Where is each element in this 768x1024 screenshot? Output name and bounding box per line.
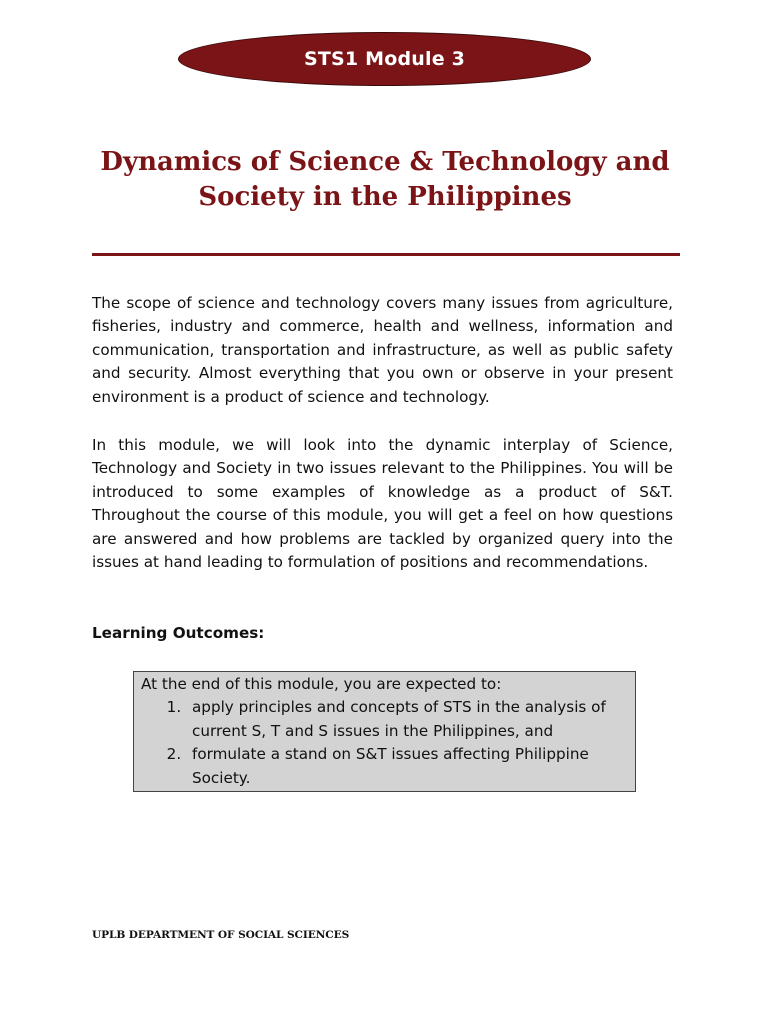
learning-outcomes-box: [133, 671, 636, 792]
title-divider: [92, 253, 680, 256]
learning-outcome-item: 2. formulate a stand on S&T issues affecting Philippine Society.: [186, 743, 625, 790]
module-overview-paragraph: In this module, we will look into the dynamic interplay of Science, Technology and Society in two issues relevant to the Philippines. You will be introduced to some examples of knowledge as a product of S&T. Throughout the course of this module, you will get a feel on how questions are answered and how problems are tackled by organized query into the issues at hand leading to formulation of positions and recommendations.: [92, 436, 673, 572]
intro-paragraph: The scope of science and technology covers many issues from agriculture, fisheries, industry and commerce, health and wellness, information and communication, transportation and infrastructure, as well as public safety and security. Almost everything that you own or observe in your present environment is a product of science and technology.: [92, 294, 673, 406]
module-label: STS1 Module 3: [303, 48, 466, 70]
module-label-banner: [178, 32, 591, 86]
page-title: Dynamics of Science & Technology and Society in the Philippines: [100, 147, 670, 212]
learning-outcome-item: 1. apply principles and concepts of STS in the analysis of current S, T and S issues in the Philippines, and: [186, 696, 625, 743]
page-footer: UPLB DEPARTMENT OF SOCIAL SCIENCES: [92, 929, 350, 941]
learning-outcomes-list: [141, 696, 625, 790]
learning-outcomes-intro: At the end of this module, you are expected to:: [141, 675, 502, 693]
learning-outcomes-heading: Learning Outcomes:: [92, 624, 265, 642]
